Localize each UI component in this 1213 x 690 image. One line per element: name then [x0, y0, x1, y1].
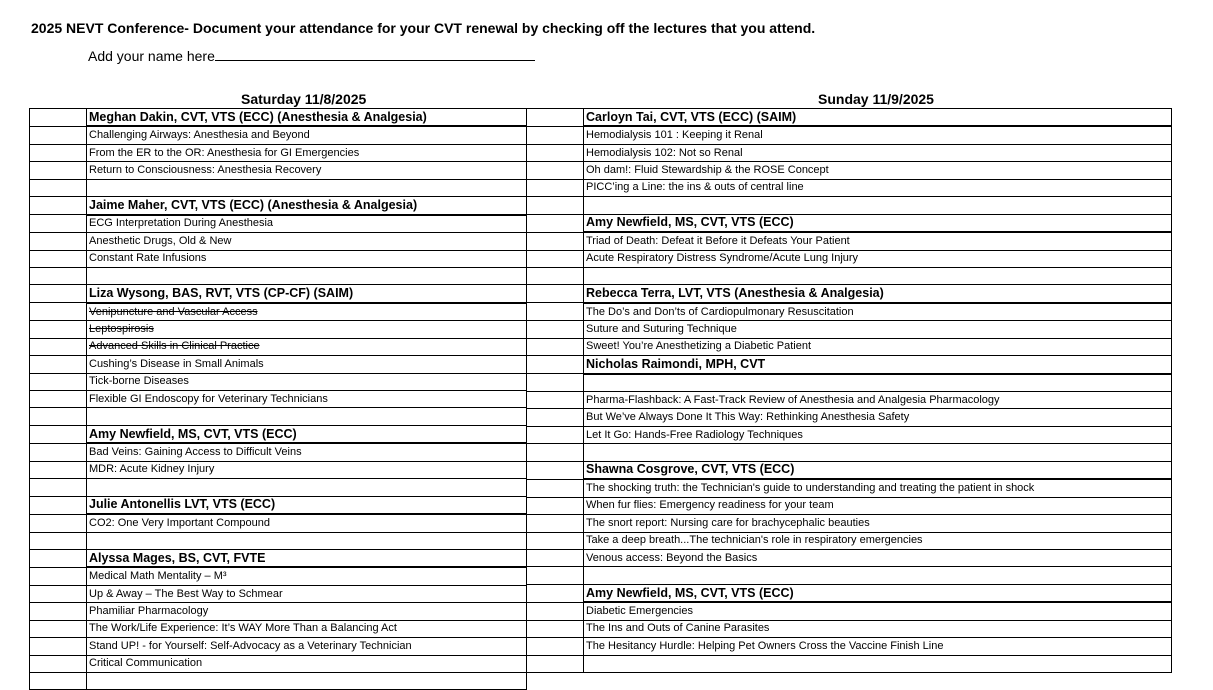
blank-row [30, 673, 527, 690]
attendance-checkbox-cell[interactable] [30, 338, 87, 355]
row-text: Amy Newfield, MS, CVT, VTS (ECC) [89, 426, 297, 441]
attendance-checkbox-cell[interactable] [527, 515, 584, 532]
speaker-row [30, 425, 527, 443]
lecture-title [584, 602, 1172, 620]
attendance-checkbox-cell[interactable] [30, 461, 87, 478]
speaker-name [87, 496, 527, 514]
speaker-row [527, 461, 1172, 479]
lecture-row [30, 373, 527, 390]
attendance-checkbox-cell [30, 285, 87, 303]
row-text: The Ins and Outs of Canine Parasites [586, 622, 770, 635]
lecture-row [30, 356, 527, 373]
lecture-title [87, 126, 527, 144]
speaker-name [584, 584, 1172, 602]
lecture-row [30, 443, 527, 461]
row-text: Up & Away – The Best Way to Schmear [89, 587, 283, 600]
row-text: Carloyn Tai, CVT, VTS (ECC) (SAIM) [586, 109, 797, 124]
lecture-title [584, 479, 1172, 497]
speaker-row [30, 496, 527, 514]
speaker-name [584, 356, 1172, 374]
speaker-row [527, 214, 1172, 232]
speaker-row [527, 356, 1172, 374]
lecture-row [527, 126, 1172, 144]
attendance-checkbox-cell[interactable] [527, 549, 584, 566]
lecture-row [30, 461, 527, 478]
lecture-row [527, 144, 1172, 161]
lecture-title [584, 250, 1172, 267]
lecture-title [87, 603, 527, 620]
attendance-checkbox-cell[interactable] [30, 126, 87, 144]
lecture-title [87, 461, 527, 478]
attendance-checkbox-cell [527, 356, 584, 374]
row-text: The Hesitancy Hurdle: Helping Pet Owners Cross the Vaccine Finish Line [586, 639, 944, 652]
attendance-checkbox-cell[interactable] [30, 162, 87, 179]
attendance-checkbox-cell [527, 461, 584, 479]
blank-cell [584, 444, 1172, 461]
speaker-row [30, 549, 527, 567]
attendance-checkbox-cell[interactable] [527, 638, 584, 655]
name-blank-field[interactable] [215, 46, 535, 61]
attendance-checkbox-cell[interactable] [527, 232, 584, 250]
speaker-name [87, 109, 527, 127]
lecture-row [30, 567, 527, 585]
attendance-checkbox-cell[interactable] [527, 497, 584, 514]
lecture-row [30, 514, 527, 532]
attendance-checkbox-cell[interactable] [527, 409, 584, 426]
blank-row [527, 655, 1172, 672]
speaker-name [87, 549, 527, 567]
row-text: Phamiliar Pharmacology [89, 604, 209, 617]
speaker-row [527, 109, 1172, 127]
lecture-row [30, 655, 527, 672]
row-text: Rebecca Terra, LVT, VTS (Anesthesia & Analgesia) [586, 286, 884, 301]
lecture-title [87, 655, 527, 672]
blank-row [30, 479, 527, 496]
attendance-checkbox-cell [527, 567, 584, 584]
blank-cell [584, 267, 1172, 284]
lecture-row [30, 250, 527, 267]
attendance-checkbox-cell[interactable] [527, 620, 584, 637]
blank-cell [584, 655, 1172, 672]
attendance-checkbox-cell[interactable] [30, 514, 87, 532]
attendance-checkbox-cell [30, 109, 87, 127]
blank-row [30, 179, 527, 196]
attendance-checkbox-cell[interactable] [527, 426, 584, 443]
attendance-checkbox-cell[interactable] [527, 338, 584, 355]
attendance-checkbox-cell[interactable] [30, 215, 87, 233]
attendance-checkbox-cell[interactable] [30, 638, 87, 655]
attendance-checkbox-cell[interactable] [527, 532, 584, 549]
attendance-checkbox-cell[interactable] [30, 567, 87, 585]
blank-cell [87, 673, 527, 690]
attendance-checkbox-cell[interactable] [527, 321, 584, 338]
row-text: Return to Consciousness: Anesthesia Recovery [89, 164, 322, 177]
attendance-checkbox-cell[interactable] [527, 126, 584, 144]
lecture-title [87, 144, 527, 161]
lecture-row [527, 479, 1172, 497]
lecture-row [527, 162, 1172, 179]
attendance-checkbox-cell[interactable] [30, 373, 87, 390]
lecture-row [527, 497, 1172, 514]
attendance-checkbox-cell[interactable] [527, 179, 584, 196]
blank-row [527, 374, 1172, 392]
row-text: Tick-borne Diseases [89, 375, 189, 388]
lecture-row [30, 215, 527, 233]
row-text: Acute Respiratory Distress Syndrome/Acute Lung Injury [586, 252, 859, 265]
row-text: Critical Communication [89, 657, 203, 670]
lecture-title [584, 497, 1172, 514]
row-text: Venous access: Beyond the Basics [586, 551, 758, 564]
lecture-title [87, 338, 527, 355]
lecture-title [87, 585, 527, 602]
attendance-checkbox-cell[interactable] [30, 250, 87, 267]
lecture-row [527, 392, 1172, 409]
attendance-checkbox-cell[interactable] [30, 303, 87, 321]
row-text: Liza Wysong, BAS, RVT, VTS (CP-CF) (SAIM) [89, 286, 354, 301]
lecture-title [584, 179, 1172, 196]
blank-row [527, 197, 1172, 214]
attendance-checkbox-cell [30, 479, 87, 496]
blank-cell [87, 267, 527, 284]
lecture-title [87, 162, 527, 179]
attendance-checkbox-cell [527, 444, 584, 461]
attendance-checkbox-cell[interactable] [527, 392, 584, 409]
row-text: The Work/Life Experience: It’s WAY More Than a Balancing Act [89, 622, 397, 635]
lecture-row [30, 126, 527, 144]
attendance-checkbox-cell [30, 549, 87, 567]
attendance-checkbox-cell[interactable] [30, 321, 87, 338]
blank-row [527, 267, 1172, 284]
attendance-checkbox-cell [527, 109, 584, 127]
lecture-row [527, 338, 1172, 355]
lecture-row [527, 179, 1172, 196]
lecture-row [527, 426, 1172, 443]
row-text: Let It Go: Hands-Free Radiology Techniques [586, 428, 803, 441]
lecture-title [87, 567, 527, 585]
lecture-title [584, 549, 1172, 566]
row-text: Shawna Cosgrove, CVT, VTS (ECC) [586, 462, 795, 477]
lecture-title [584, 338, 1172, 355]
row-text: Hemodialysis 101 : Keeping it Renal [586, 129, 763, 142]
lecture-row [527, 321, 1172, 338]
row-text: When fur flies: Emergency readiness for your team [586, 499, 834, 512]
lecture-row [30, 620, 527, 637]
attendance-checkbox-cell[interactable] [527, 479, 584, 497]
lecture-title [87, 233, 527, 250]
lecture-row [527, 250, 1172, 267]
blank-row [527, 567, 1172, 584]
lecture-row [527, 532, 1172, 549]
row-text: Stand UP! - for Yourself: Self-Advocacy as a Veterinary Technician [89, 639, 412, 652]
lecture-title [87, 356, 527, 373]
row-text: Sweet! You’re Anesthetizing a Diabetic Patient [586, 340, 812, 353]
attendance-checkbox-cell [30, 267, 87, 284]
attendance-checkbox-cell [527, 584, 584, 602]
lecture-title [584, 321, 1172, 338]
sunday-table [526, 108, 1172, 673]
page-title: 2025 NEVT Conference- Document your attendance for your CVT renewal by checking off the lectures that you attend. [31, 20, 816, 36]
row-text: CO2: One Very Important Compound [89, 516, 270, 529]
speaker-row [30, 285, 527, 303]
speaker-row [30, 109, 527, 127]
row-text: But We’ve Always Done It This Way: Rethinking Anesthesia Safety [586, 411, 910, 424]
attendance-checkbox-cell[interactable] [527, 602, 584, 620]
row-text: Triad of Death: Defeat it Before it Defeats Your Patient [586, 234, 850, 247]
lecture-title [87, 638, 527, 655]
lecture-title [584, 409, 1172, 426]
lecture-title [87, 443, 527, 461]
attendance-checkbox-cell[interactable] [527, 303, 584, 321]
blank-row [30, 408, 527, 425]
speaker-name [87, 197, 527, 215]
lecture-row [30, 585, 527, 602]
lecture-title [584, 620, 1172, 637]
attendance-checkbox-cell [527, 285, 584, 303]
attendance-checkbox-cell [30, 496, 87, 514]
row-text: Diabetic Emergencies [586, 604, 693, 617]
lecture-row [527, 303, 1172, 321]
speaker-row [527, 584, 1172, 602]
lecture-title [584, 162, 1172, 179]
attendance-checkbox-cell[interactable] [527, 162, 584, 179]
lecture-title [87, 620, 527, 637]
attendance-checkbox-cell [527, 267, 584, 284]
sunday-heading: Sunday 11/9/2025 [818, 91, 934, 107]
lecture-row [527, 620, 1172, 637]
name-prompt-label: Add your name here [88, 48, 215, 64]
attendance-checkbox-cell[interactable] [30, 144, 87, 161]
row-text: Medical Math Mentality – M³ [89, 570, 227, 583]
lecture-title [87, 321, 527, 338]
row-text: MDR: Acute Kidney Injury [89, 463, 215, 476]
attendance-checkbox-cell [30, 408, 87, 425]
lecture-title [87, 215, 527, 233]
blank-row [30, 267, 527, 284]
blank-cell [87, 408, 527, 425]
attendance-checkbox-cell[interactable] [30, 356, 87, 373]
speaker-name [584, 285, 1172, 303]
blank-cell [584, 567, 1172, 584]
name-prompt [88, 46, 535, 64]
attendance-checkbox-cell[interactable] [30, 443, 87, 461]
lecture-title [584, 303, 1172, 321]
attendance-checkbox-cell[interactable] [30, 233, 87, 250]
row-text: Cushing’s Disease in Small Animals [89, 357, 264, 370]
row-text: Constant Rate Infusions [89, 252, 207, 265]
lecture-title [87, 391, 527, 408]
lecture-title [584, 426, 1172, 443]
attendance-checkbox-cell [30, 532, 87, 549]
row-text: Pharma-Flashback: A Fast-Track Review of Anesthesia and Analgesia Pharmacology [586, 393, 1000, 406]
row-text: Hemodialysis 102: Not so Renal [586, 146, 743, 159]
row-text: ECG Interpretation During Anesthesia [89, 217, 274, 230]
lecture-row [30, 233, 527, 250]
lecture-row [527, 409, 1172, 426]
lecture-title [584, 144, 1172, 161]
row-text: Amy Newfield, MS, CVT, VTS (ECC) [586, 215, 794, 230]
speaker-name [584, 461, 1172, 479]
blank-cell [87, 479, 527, 496]
row-text: The Do’s and Don’ts of Cardiopulmonary Resuscitation [586, 305, 854, 318]
row-text: Meghan Dakin, [89, 109, 181, 124]
row-text: Julie Antonellis LVT, VTS (ECC) [89, 497, 276, 512]
lecture-row [30, 338, 527, 355]
blank-row [527, 444, 1172, 461]
row-text: The snort report: Nursing care for brachycephalic beauties [586, 516, 870, 529]
blank-row [30, 532, 527, 549]
lecture-row [30, 321, 527, 338]
attendance-checkbox-cell [30, 673, 87, 690]
speaker-row [30, 197, 527, 215]
attendance-checkbox-cell[interactable] [30, 603, 87, 620]
speaker-name [584, 214, 1172, 232]
saturday-table [29, 108, 527, 690]
row-text: Jaime Maher, CVT, VTS (ECC) (Anesthesia & Analgesia) [89, 197, 418, 212]
lecture-row [30, 162, 527, 179]
lecture-title [584, 515, 1172, 532]
attendance-checkbox-cell [527, 214, 584, 232]
lecture-title [584, 126, 1172, 144]
row-text: Oh dam!: Fluid Stewardship & the ROSE Concept [586, 164, 829, 177]
lecture-row [30, 144, 527, 161]
lecture-row [30, 391, 527, 408]
attendance-checkbox-cell[interactable] [527, 250, 584, 267]
row-text: Leptospirosis [89, 322, 154, 335]
speaker-credentials: CVT, VTS (ECC) (Anesthesia & Analgesia) [180, 109, 427, 124]
lecture-row [30, 303, 527, 321]
lecture-title [584, 638, 1172, 655]
lecture-title [584, 232, 1172, 250]
row-text: Advanced Skills in Clinical Practice [89, 340, 260, 353]
speaker-row [527, 285, 1172, 303]
blank-cell [87, 532, 527, 549]
blank-cell [584, 197, 1172, 214]
lecture-row [527, 232, 1172, 250]
lecture-row [30, 638, 527, 655]
lecture-title [87, 303, 527, 321]
lecture-title [87, 514, 527, 532]
attendance-checkbox-cell[interactable] [527, 144, 584, 161]
row-text: Bad Veins: Gaining Access to Difficult Veins [89, 446, 302, 459]
row-text: Amy Newfield, MS, CVT, VTS (ECC) [586, 585, 794, 600]
lecture-title [87, 250, 527, 267]
attendance-checkbox-cell[interactable] [30, 391, 87, 408]
lecture-row [527, 515, 1172, 532]
lecture-title [584, 392, 1172, 409]
row-text: Challenging Airways: Anesthesia and Beyond [89, 129, 310, 142]
lecture-row [527, 549, 1172, 566]
attendance-checkbox-cell[interactable] [30, 655, 87, 672]
row-text: Suture and Suturing Technique [586, 322, 737, 335]
row-text: Venipuncture and Vascular Access [89, 305, 258, 318]
row-text: Flexible GI Endoscopy for Veterinary Technicians [89, 392, 328, 405]
row-text: Take a deep breath...The technician's role in respiratory emergencies [586, 534, 923, 547]
lecture-title [87, 373, 527, 390]
row-text: The shocking truth: the Technician's guide to understanding and treating the patient in shock [586, 481, 1035, 494]
attendance-checkbox-cell[interactable] [30, 620, 87, 637]
attendance-checkbox-cell [30, 425, 87, 443]
row-text: From the ER to the OR: Anesthesia for GI Emergencies [89, 146, 360, 159]
attendance-checkbox-cell [527, 197, 584, 214]
attendance-checkbox-cell [527, 655, 584, 672]
lecture-title [584, 532, 1172, 549]
attendance-checkbox-cell [30, 179, 87, 196]
blank-cell [584, 374, 1172, 392]
row-text: Anesthetic Drugs, Old & New [89, 234, 232, 247]
attendance-checkbox-cell[interactable] [30, 585, 87, 602]
lecture-row [527, 638, 1172, 655]
speaker-name [87, 285, 527, 303]
row-text: Nicholas Raimondi, MPH, CVT [586, 356, 766, 371]
row-text: PICC’ing a Line: the ins & outs of central line [586, 181, 804, 194]
row-text: Alyssa Mages, BS, CVT, FVTE [89, 550, 266, 565]
saturday-heading: Saturday 11/8/2025 [241, 91, 367, 107]
lecture-row [30, 603, 527, 620]
attendance-checkbox-cell [527, 374, 584, 392]
lecture-row [527, 602, 1172, 620]
blank-cell [87, 179, 527, 196]
speaker-name [584, 109, 1172, 127]
speaker-name [87, 425, 527, 443]
attendance-checkbox-cell [30, 197, 87, 215]
